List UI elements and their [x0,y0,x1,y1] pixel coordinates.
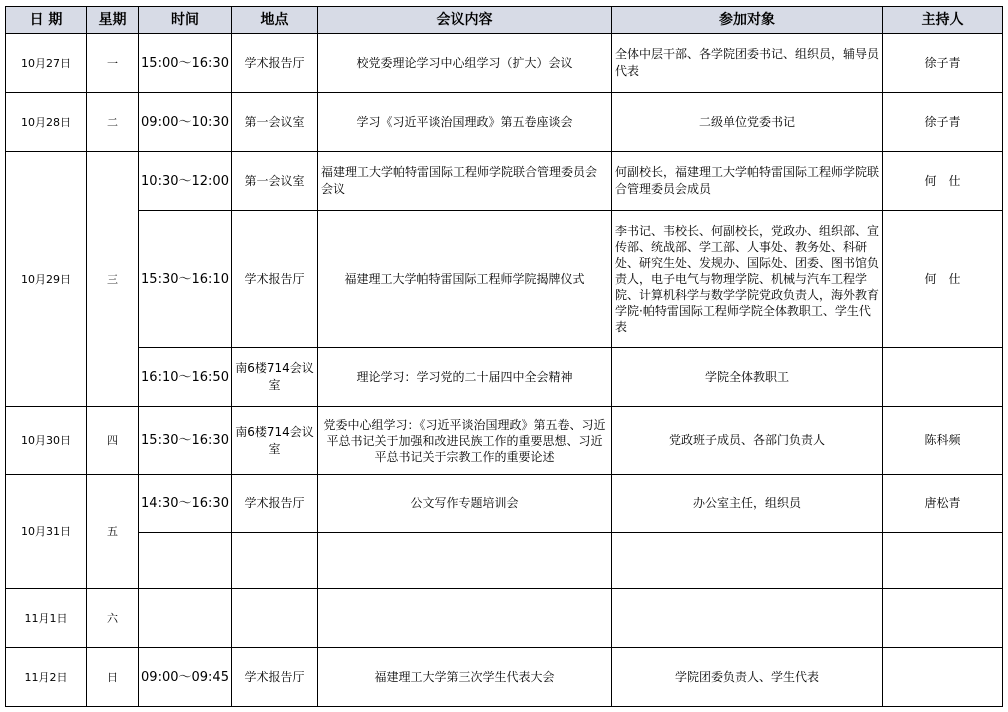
place-cell: 南6楼714会议室 [232,407,318,475]
table-row [6,152,1003,211]
place-cell: 学术报告厅 [232,648,318,707]
table-row [6,93,1003,152]
time-cell: 09:00～09:45 [139,648,232,707]
content-cell: 福建理工大学第三次学生代表大会 [318,648,612,707]
host-cell: 徐子青 [883,34,1003,93]
header-host: 主持人 [883,7,1003,34]
content-cell: 党委中心组学习：《习近平谈治国理政》第五卷、习近平总书记关于加强和改进民族工作的重要思想、习近平总书记关于宗教工作的重要论述 [318,407,612,475]
content-cell: 理论学习：学习党的二十届四中全会精神 [318,348,612,407]
place-cell: 南6楼714会议室 [232,348,318,407]
table-row [6,533,1003,589]
host-cell: 陈科频 [883,407,1003,475]
date-cell: 10月31日 [6,475,87,589]
table-row [6,211,1003,348]
date-cell: 10月29日 [6,152,87,407]
time-cell: 10:30～12:00 [139,152,232,211]
host-cell: 徐子青 [883,93,1003,152]
host-cell [883,348,1003,407]
time-cell: 15:00～16:30 [139,34,232,93]
header-place: 地点 [232,7,318,34]
host-cell: 何 仕 [883,211,1003,348]
content-cell [318,533,612,589]
host-cell [883,648,1003,707]
weekday-cell: 六 [87,589,139,648]
attendees-cell: 党政班子成员、各部门负责人 [612,407,883,475]
attendees-cell: 办公室主任，组织员 [612,475,883,533]
table-row [6,648,1003,707]
place-cell [232,533,318,589]
date-cell: 10月28日 [6,93,87,152]
table-row [6,407,1003,475]
header-time: 时间 [139,7,232,34]
place-cell: 学术报告厅 [232,34,318,93]
date-cell: 10月30日 [6,407,87,475]
time-cell: 16:10～16:50 [139,348,232,407]
header-content: 会议内容 [318,7,612,34]
weekday-cell: 五 [87,475,139,589]
time-cell: 14:30～16:30 [139,475,232,533]
attendees-cell [612,533,883,589]
time-cell [139,533,232,589]
content-cell [318,589,612,648]
header-row [6,7,1003,34]
attendees-cell: 李书记、韦校长、何副校长，党政办、组织部、宣传部、统战部、学工部、人事处、教务处、科研处、研究生处、发规办、国际处、团委、图书馆负责人，电子电气与物理学院、机械与汽车工程学院、计算机科学与数学学院党政负责人，海外教育学院·帕特雷国际工程师学院全体教职工、学生代表 [612,211,883,348]
table-row [6,589,1003,648]
place-cell: 第一会议室 [232,152,318,211]
attendees-cell: 何副校长，福建理工大学帕特雷国际工程师学院联合管理委员会成员 [612,152,883,211]
place-cell [232,589,318,648]
time-cell: 15:30～16:10 [139,211,232,348]
table-row [6,475,1003,533]
weekday-cell: 日 [87,648,139,707]
weekday-cell: 二 [87,93,139,152]
host-cell: 唐松青 [883,475,1003,533]
place-cell: 学术报告厅 [232,475,318,533]
table-row [6,34,1003,93]
weekday-cell: 四 [87,407,139,475]
attendees-cell: 全体中层干部、各学院团委书记、组织员，辅导员代表 [612,34,883,93]
attendees-cell: 学院团委负责人、学生代表 [612,648,883,707]
place-cell: 第一会议室 [232,93,318,152]
date-cell: 10月27日 [6,34,87,93]
host-cell: 何 仕 [883,152,1003,211]
table-row [6,348,1003,407]
place-cell: 学术报告厅 [232,211,318,348]
content-cell: 公文写作专题培训会 [318,475,612,533]
time-cell [139,589,232,648]
content-cell: 福建理工大学帕特雷国际工程师学院联合管理委员会会议 [318,152,612,211]
time-cell: 15:30～16:30 [139,407,232,475]
attendees-cell [612,589,883,648]
host-cell [883,589,1003,648]
date-cell: 11月1日 [6,589,87,648]
attendees-cell: 二级单位党委书记 [612,93,883,152]
host-cell [883,533,1003,589]
content-cell: 校党委理论学习中心组学习（扩大）会议 [318,34,612,93]
content-cell: 福建理工大学帕特雷国际工程师学院揭牌仪式 [318,211,612,348]
attendees-cell: 学院全体教职工 [612,348,883,407]
header-weekday: 星期 [87,7,139,34]
weekday-cell: 一 [87,34,139,93]
content-cell: 学习《习近平谈治国理政》第五卷座谈会 [318,93,612,152]
header-date: 日 期 [6,7,87,34]
date-cell: 11月2日 [6,648,87,707]
header-attendees: 参加对象 [612,7,883,34]
weekday-cell: 三 [87,152,139,407]
meeting-schedule-table [5,6,1003,707]
time-cell: 09:00～10:30 [139,93,232,152]
